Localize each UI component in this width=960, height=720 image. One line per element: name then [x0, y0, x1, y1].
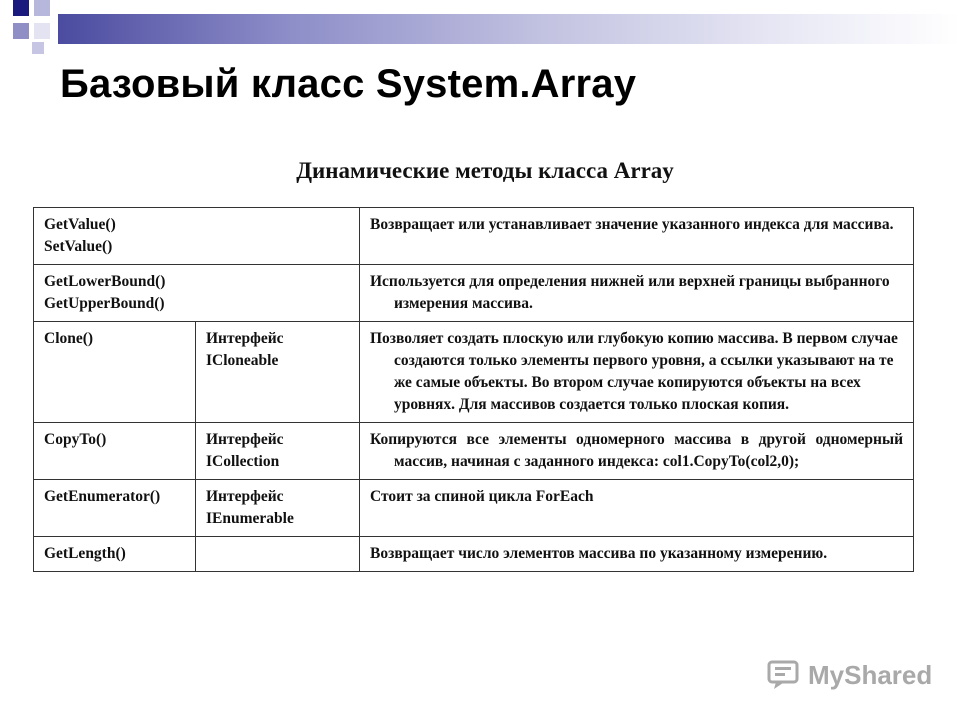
decor-square	[13, 23, 29, 39]
description-cell: Стоит за спиной цикла ForEach	[360, 480, 914, 537]
method-cell: GetLength()	[34, 537, 196, 572]
interface-cell: Интерфейс ICloneable	[196, 322, 360, 423]
table-row	[34, 423, 914, 480]
table-row	[34, 537, 914, 572]
watermark-text: MyShared	[808, 659, 933, 690]
method-cell: CopyTo()	[34, 423, 196, 480]
table-caption: Динамические методы класса Array	[296, 158, 674, 183]
watermark	[766, 655, 932, 695]
interface-cell	[196, 537, 360, 572]
table-row	[34, 322, 914, 423]
table-row	[34, 480, 914, 537]
header-gradient-bar	[58, 14, 960, 44]
myshared-logo-icon	[766, 658, 800, 692]
description-cell: Используется для определения нижней или верхней границы выбранного измерения массива.	[360, 265, 914, 322]
decor-square	[34, 23, 50, 39]
decor-square	[32, 42, 44, 54]
description-cell: Позволяет создать плоскую или глубокую копию массива. В первом случае создаются только элементы первого уровня, а ссылки указывают на те же самые объекты. Во втором случае копируются объекты на всех уровнях. Для массивов создается только плоская копия.	[360, 322, 914, 423]
method-cell: GetLowerBound() GetUpperBound()	[34, 265, 360, 322]
description-cell: Возвращает или устанавливает значение указанного индекса для массива.	[360, 208, 914, 265]
description-cell: Возвращает число элементов массива по указанному измерению.	[360, 537, 914, 572]
decor-square	[34, 0, 50, 16]
method-cell: GetValue() SetValue()	[34, 208, 360, 265]
interface-cell: Интерфейс ICollection	[196, 423, 360, 480]
interface-cell: Интерфейс IEnumerable	[196, 480, 360, 537]
method-cell: Clone()	[34, 322, 196, 423]
page-title: Базовый класс System.Array	[60, 62, 637, 106]
decor-square	[13, 0, 29, 16]
methods-table	[33, 207, 914, 572]
description-cell: Копируются все элементы одномерного массива в другой одномерный массив, начиная с заданного индекса: col1.CopyTo(col2,0);	[360, 423, 914, 480]
table-row	[34, 265, 914, 322]
table-row	[34, 208, 914, 265]
method-cell: GetEnumerator()	[34, 480, 196, 537]
